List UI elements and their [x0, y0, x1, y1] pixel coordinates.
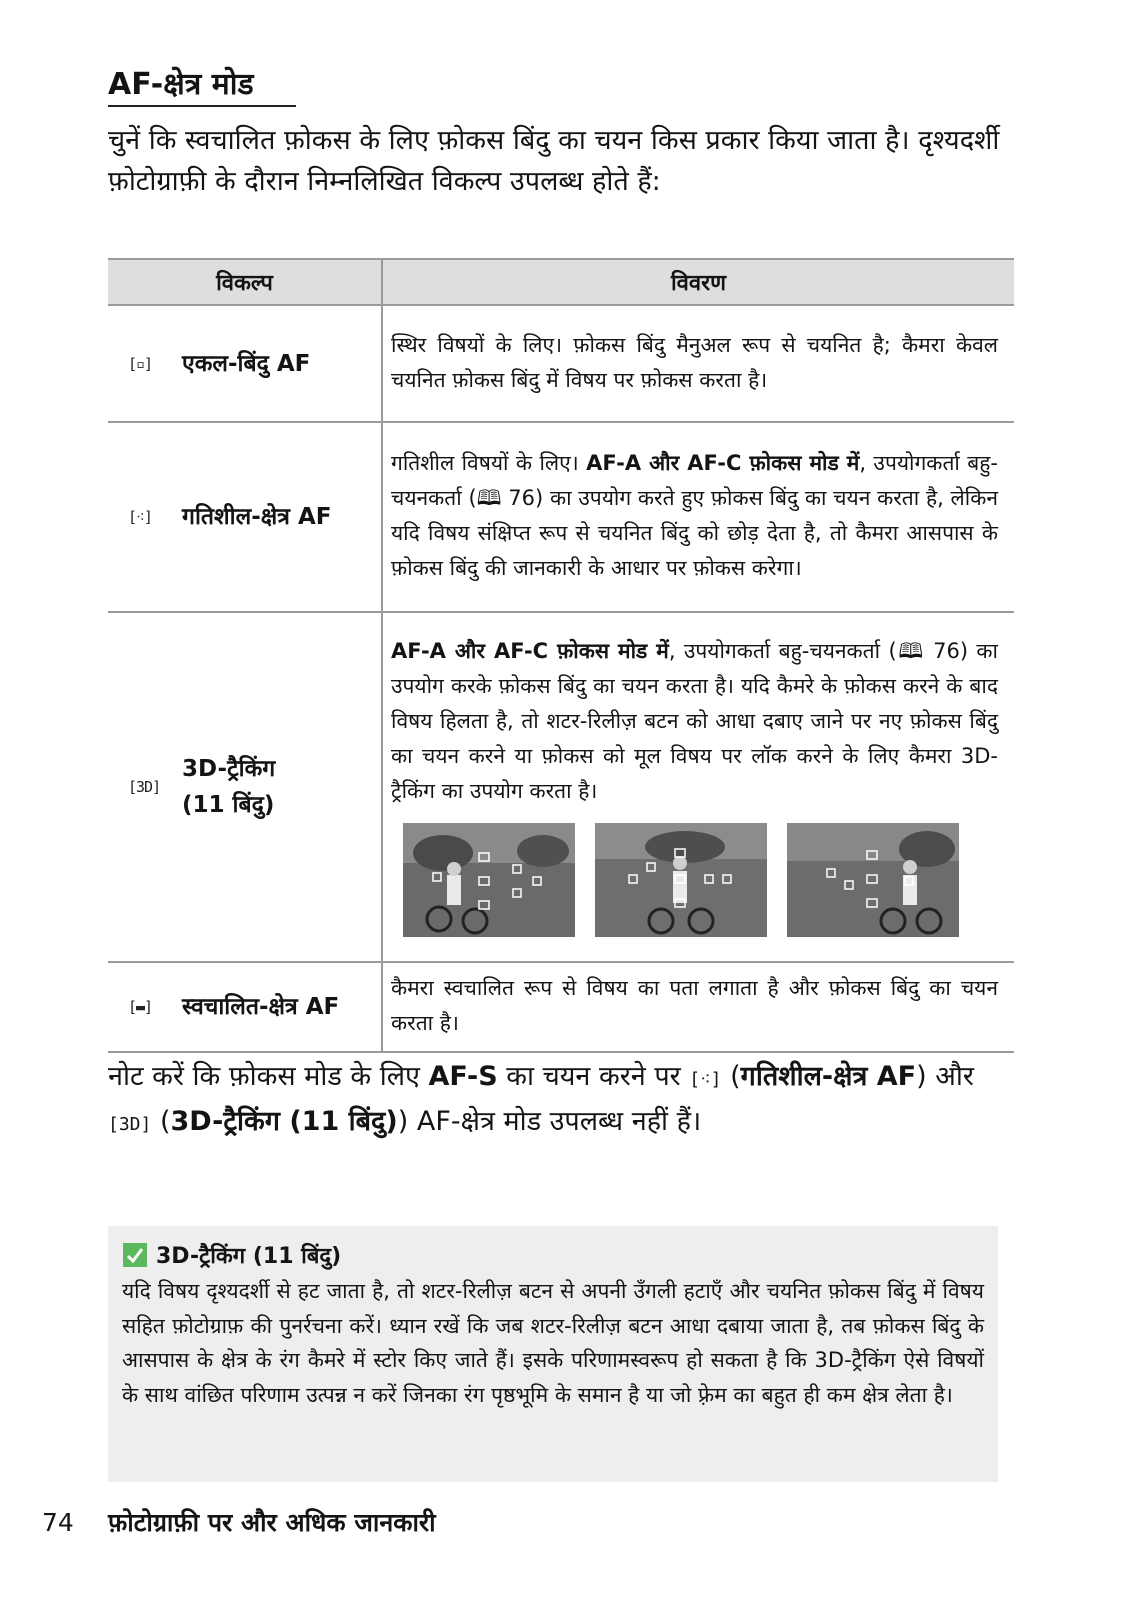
option-cell — [108, 422, 382, 612]
tracking-photo-2 — [595, 823, 767, 937]
description-cell — [382, 422, 1014, 612]
header-option: विकल्प — [108, 259, 382, 305]
note-text: ( — [151, 1106, 171, 1137]
option-description — [383, 438, 1014, 596]
table-row-auto-area — [108, 962, 1014, 1052]
page-number: 74 — [42, 1508, 74, 1537]
note-paragraph — [108, 1056, 1018, 1146]
option-description: स्थिर विषयों के लिए। फ़ोकस बिंदु मैनुअल रूप से चयनित है; कैमरा केवल चयनित फ़ोकस बिंदु में विषय पर फ़ोकस करता है। — [391, 332, 998, 392]
option-label-line2: (11 बिंदु) — [182, 792, 275, 818]
3d-tracking-icon: [3D] — [128, 778, 161, 796]
tip-header — [122, 1238, 984, 1272]
check-note-icon — [122, 1242, 148, 1268]
tracking-photo-3 — [787, 823, 959, 937]
tracking-photo-sequence — [383, 811, 1014, 949]
description-cell — [382, 305, 1014, 422]
title-underline — [108, 105, 296, 107]
tracking-photo-1 — [403, 823, 575, 937]
table-header-row — [108, 259, 1014, 305]
option-cell — [108, 612, 382, 962]
note-text: ( — [721, 1061, 741, 1092]
option-label — [182, 751, 275, 823]
auto-area-af-icon: [▬] — [128, 998, 153, 1016]
tip-title: 3D-ट्रैकिंग (11 बिंदु) — [156, 1244, 342, 1269]
cyclist-photo-icon — [595, 823, 767, 937]
option-description — [383, 626, 1014, 811]
page-footer — [42, 1506, 436, 1540]
option-label: स्वचालित-क्षेत्र AF — [182, 994, 340, 1020]
note-text: ) AF-क्षेत्र मोड उपलब्ध नहीं हैं। — [397, 1106, 702, 1137]
intro-paragraph: चुनें कि स्वचालित फ़ोकस के लिए फ़ोकस बिंदु का चयन किस प्रकार किया जाता है। दृश्यदर्शी फ़ोटोग्राफ़ी के दौरान निम्नलिखित विकल्प उपलब्ध होते हैं: — [108, 125, 1000, 197]
option-label-line1: 3D-ट्रैकिंग — [182, 756, 276, 782]
option-cell — [108, 305, 382, 422]
description-cell — [382, 962, 1014, 1052]
tip-box — [108, 1226, 998, 1482]
option-label: एकल-बिंदु AF — [182, 350, 311, 377]
table-row-3d-tracking — [108, 612, 1014, 962]
note-bold-dynamic: गतिशील-क्षेत्र AF — [740, 1061, 917, 1092]
single-point-af-icon: [▫] — [128, 354, 153, 373]
cyclist-photo-icon — [403, 823, 575, 937]
note-text: नोट करें कि फ़ोकस मोड के लिए — [108, 1061, 429, 1092]
dynamic-area-af-icon: [⁖] — [128, 508, 152, 526]
description-cell — [382, 612, 1014, 962]
header-description: विवरण — [382, 259, 1014, 305]
note-bold-3d: 3D-ट्रैकिंग (11 बिंदु) — [170, 1106, 398, 1137]
desc-bold: AF-A और AF-C फ़ोकस मोड में — [586, 451, 860, 475]
af-area-options-table — [108, 258, 1014, 1053]
section-title: फ़ोटोग्राफ़ी पर और अधिक जानकारी — [108, 1508, 436, 1537]
table-row-dynamic-area — [108, 422, 1014, 612]
desc-rest: , उपयोगकर्ता बहु-चयनकर्ता (🕮 76) का उपयोग करते हुए फ़ोकस बिंदु का चयन करता है, लेकिन यदि विषय संक्षिप्त रूप से चयनित बिंदु को छोड़ देता है, तो कैमरा आसपास के फ़ोकस बिंदु की जानकारी के आधार पर फ़ोकस करेगा। — [391, 451, 998, 580]
note-text: ) और — [916, 1061, 974, 1092]
dynamic-area-af-icon: [⁖] — [689, 1069, 722, 1090]
desc-bold: AF-A और AF-C फ़ोकस मोड में — [391, 638, 669, 663]
page-title: AF-क्षेत्र मोड — [108, 67, 254, 102]
desc-lead: गतिशील विषयों के लिए। — [391, 451, 587, 475]
cyclist-photo-icon — [787, 823, 959, 937]
desc-rest: , उपयोगकर्ता बहु-चयनकर्ता (🕮 76) का उपयोग करके फ़ोकस बिंदु का चयन करता है। यदि कैमरे के फ़ोकस करने के बाद विषय हिलता है, तो शटर-रिलीज़ बटन को आधा दबाए जाने पर नए फ़ोकस बिंदु का चयन करने या फ़ोकस को मूल विषय पर लॉक करने के लिए कैमरा 3D-ट्रैकिंग का उपयोग करता है। — [391, 638, 998, 803]
option-cell — [108, 962, 382, 1052]
option-description: कैमरा स्वचालित रूप से विषय का पता लगाता है और फ़ोकस बिंदु का चयन करता है। — [391, 976, 998, 1035]
3d-tracking-icon: [3D] — [108, 1114, 152, 1135]
note-text: का चयन करने पर — [497, 1061, 690, 1092]
option-label: गतिशील-क्षेत्र AF — [182, 504, 332, 530]
table-row-single-point — [108, 305, 1014, 422]
note-afs: AF-S — [428, 1061, 498, 1092]
tip-body: यदि विषय दृश्यदर्शी से हट जाता है, तो शटर-रिलीज़ बटन से अपनी उँगली हटाएँ और चयनित फ़ोकस बिंदु में विषय सहित फ़ोटोग्राफ़ की पुनर्रचना करें। ध्यान रखें कि जब शटर-रिलीज़ बटन आधा दबाया जाता है, तब फ़ोकस बिंदु के आसपास के क्षेत्र के रंग कैमरे में स्टोर किए जाते हैं। इसके परिणामस्वरूप हो सकता है कि 3D-ट्रैकिंग ऐसे विषयों के साथ वांछित परिणाम उत्पन्न न करें जिनका रंग पृष्ठभूमि के समान है या जो फ़्रेम का बहुत ही कम क्षेत्र लेता है। — [122, 1279, 984, 1407]
